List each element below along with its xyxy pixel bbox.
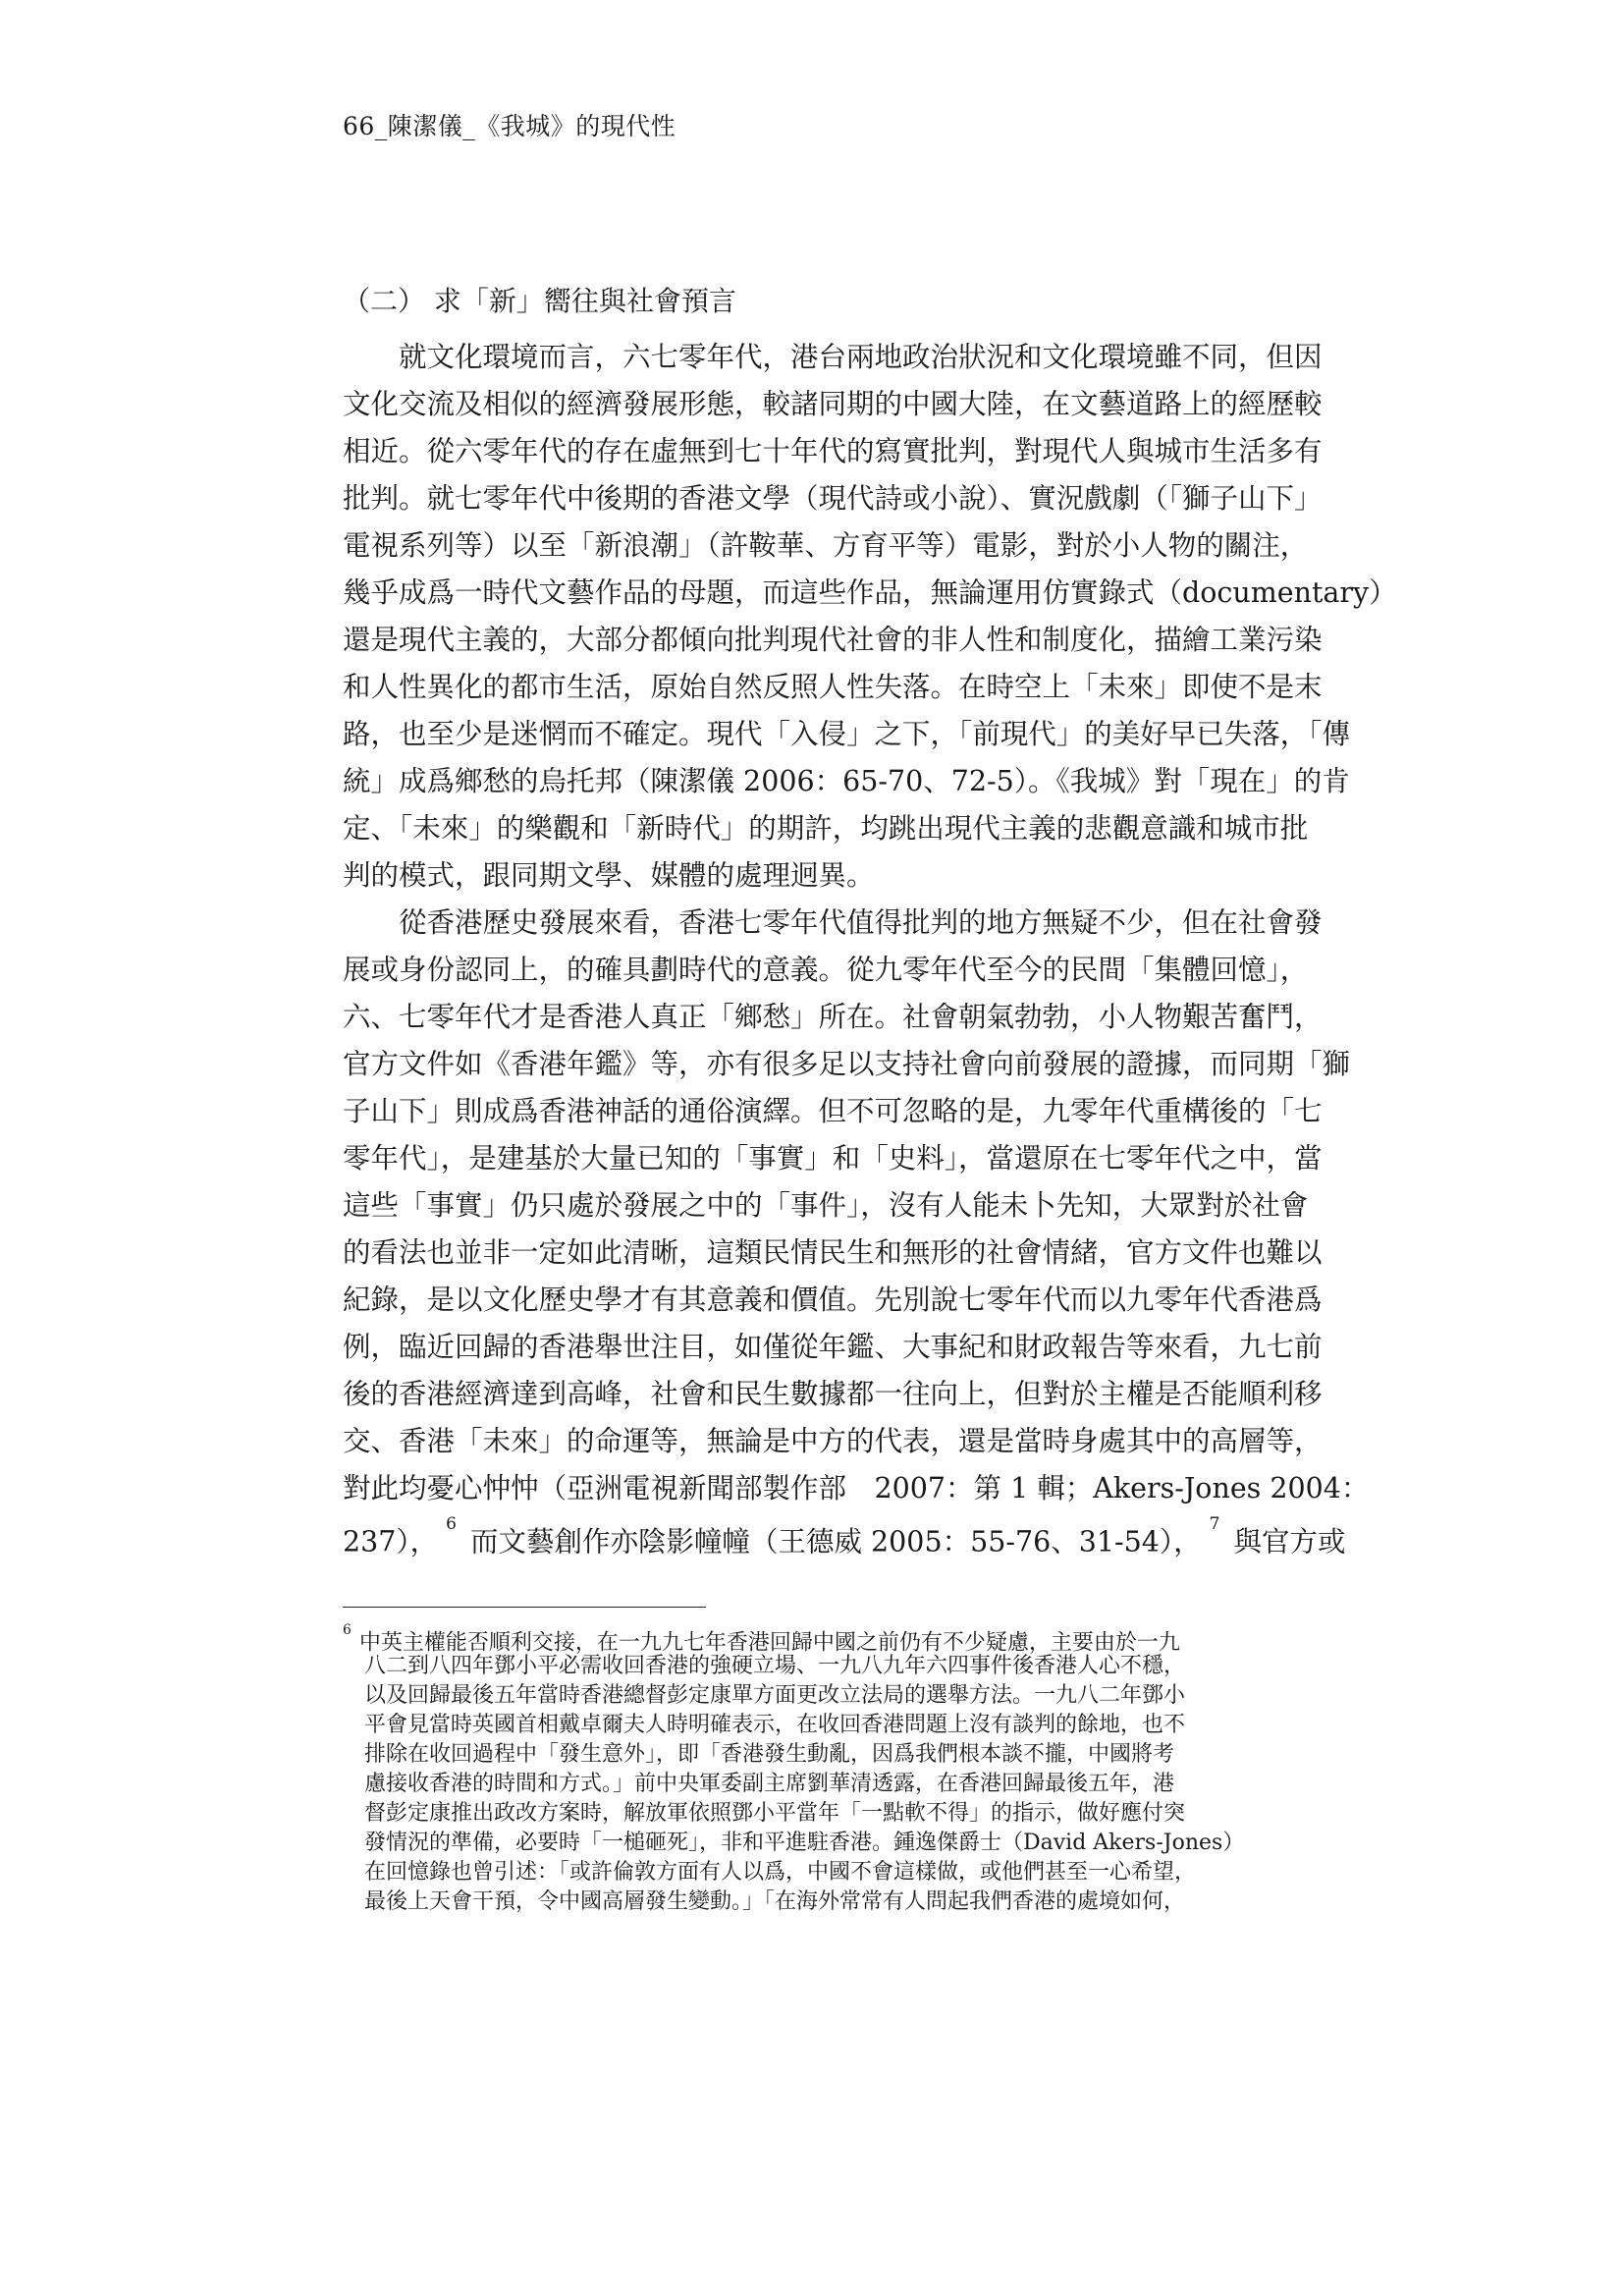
footnote-line: 發情況的準備，必要時「一槌砸死」，非和平進駐香港。鍾逸傑爵士（David Akers-Jones） <box>364 1831 1245 1855</box>
body-line: 官方文件如《香港年鑑》等，亦有很多足以支持社會向前發展的證據，而同期「獅 <box>343 1048 1351 1080</box>
body-line: 批判。就七零年代中後期的香港文學（現代詩或小說）、實況戲劇（「獅子山下」 <box>343 482 1323 515</box>
running-head: 66_陳潔儀_《我城》的現代性 <box>343 112 676 140</box>
body-line: 相近。從六零年代的存在虛無到七十年代的寫實批判，對現代人與城市生活多有 <box>343 435 1323 467</box>
body-line: 從香港歷史發展來看，香港七零年代值得批判的地方無疑不少，但在社會發 <box>343 906 1323 939</box>
body-line: 統」成爲鄉愁的烏托邦（陳潔儀 2006：65-70、72-5）。《我城》對「現在」的肯 <box>343 765 1350 797</box>
body-line: 紀錄，是以文化歷史學才有其意義和價值。先別說七零年代而以九零年代香港爲 <box>343 1284 1323 1316</box>
footnote-ref-6[interactable]: 6 <box>446 1514 457 1534</box>
body-line: 後的香港經濟達到高峰，社會和民生數據都一往向上，但對於主權是否能順利移 <box>343 1378 1323 1410</box>
footnote-line: 督彭定康推出政改方案時，解放軍依照鄧小平當年「一點軟不得」的指示，做好應付突 <box>364 1801 1186 1826</box>
footnote-text: 中英主權能否順利交接，在一九九七年香港回歸中國之前仍有不少疑慮，主要由於一九 <box>358 1630 1180 1656</box>
footnote-ref-7[interactable]: 7 <box>1209 1514 1220 1534</box>
body-line: 電視系列等）以至「新浪潮」（許鞍華、方育平等）電影，對於小人物的關注， <box>343 529 1309 562</box>
last-line-part3: 與官方或 <box>1233 1525 1346 1558</box>
body-line: 判的模式，跟同期文學、媒體的處理迥異。 <box>343 859 875 892</box>
section-heading: （二） 求「新」嚮往與社會預言 <box>343 285 736 317</box>
footnote-line: 慮接收香港的時間和方式。」前中央軍委副主席劉華清透露，在香港回歸最後五年，港 <box>364 1772 1175 1796</box>
body-line: 路，也至少是迷惘而不確定。現代「入侵」之下，「前現代」的美好早已失落，「傳 <box>343 718 1351 750</box>
body-line: 文化交流及相似的經濟發展形態，較諸同期的中國大陸，在文藝道路上的經歷較 <box>343 388 1323 420</box>
footnote-line: 排除在收回過程中「發生意外」，即「香港發生動亂，因爲我們根本談不攏，中國將考 <box>364 1742 1175 1767</box>
body-line: 的看法也並非一定如此清晰，這類民情民生和無形的社會情緒，官方文件也難以 <box>343 1236 1323 1269</box>
footnote-number: 6 <box>343 1622 351 1638</box>
body-line: 交、香港「未來」的命運等，無論是中方的代表，還是當時身處其中的高層等， <box>343 1425 1323 1457</box>
body-line: 例，臨近回歸的香港舉世注目，如僅從年鑑、大事紀和財政報告等來看，九七前 <box>343 1331 1323 1363</box>
body-line-last <box>343 1512 1346 1559</box>
footnote-line: 在回憶錄也曾引述：「或許倫敦方面有人以爲，中國不會這樣做，或他們甚至一心希望， <box>364 1860 1197 1885</box>
body-line: 子山下」則成爲香港神話的通俗演繹。但不可忽略的是，九零年代重構後的「七 <box>343 1095 1323 1127</box>
body-line: 就文化環境而言，六七零年代，港台兩地政治狀況和文化環境雖不同，但因 <box>343 341 1323 373</box>
body-line: 這些「事實」仍只處於發展之中的「事件」，沒有人能未卜先知，大眾對於社會 <box>343 1189 1309 1222</box>
body-line: 和人性異化的都市生活，原始自然反照人性失落。在時空上「未來」即使不是末 <box>343 671 1323 703</box>
footnote-line: 最後上天會干預，令中國高層發生變動。」「在海外常常有人問起我們香港的處境如何， <box>364 1889 1186 1914</box>
footnote-first-line <box>343 1622 1295 1656</box>
body-line: 零年代」，是建基於大量已知的「事實」和「史料」，當還原在七零年代之中，當 <box>343 1142 1323 1175</box>
footnote-line: 以及回歸最後五年當時香港總督彭定康單方面更改立法局的選舉方法。一九八二年鄧小 <box>364 1683 1186 1708</box>
body-line: 展或身份認同上，的確具劃時代的意義。從九零年代至今的民間「集體回憶」， <box>343 954 1309 986</box>
footnote-line: 平會見當時英國首相戴卓爾夫人時明確表示，在收回香港問題上沒有談判的餘地，也不 <box>364 1713 1186 1737</box>
footnote-6 <box>343 1622 1295 1917</box>
footnote-line: 八二到八四年鄧小平必需收回香港的強硬立場、一九八九年六四事件後香港人心不穩， <box>364 1654 1186 1678</box>
last-line-part2: 而文藝創作亦陰影幢幢（王德威 2005：55-76、31-54）， <box>469 1525 1202 1558</box>
body-line: 幾乎成爲一時代文藝作品的母題，而這些作品，無論運用仿實錄式（documentary） <box>343 576 1397 609</box>
body-line: 對此均憂心忡忡（亞洲電視新聞部製作部 2007：第 1 輯；Akers-Jones 2004： <box>343 1472 1370 1504</box>
last-line-part1: 237）， <box>343 1525 439 1558</box>
footnote-divider <box>343 1607 706 1608</box>
body-line: 六、七零年代才是香港人真正「鄉愁」所在。社會朝氣勃勃，小人物艱苦奮鬥， <box>343 1001 1323 1033</box>
body-line: 定、「未來」的樂觀和「新時代」的期許，均跳出現代主義的悲觀意識和城市批 <box>343 812 1309 845</box>
body-line: 還是現代主義的，大部分都傾向批判現代社會的非人性和制度化，描繪工業污染 <box>343 624 1323 656</box>
body-text <box>343 334 1397 1559</box>
